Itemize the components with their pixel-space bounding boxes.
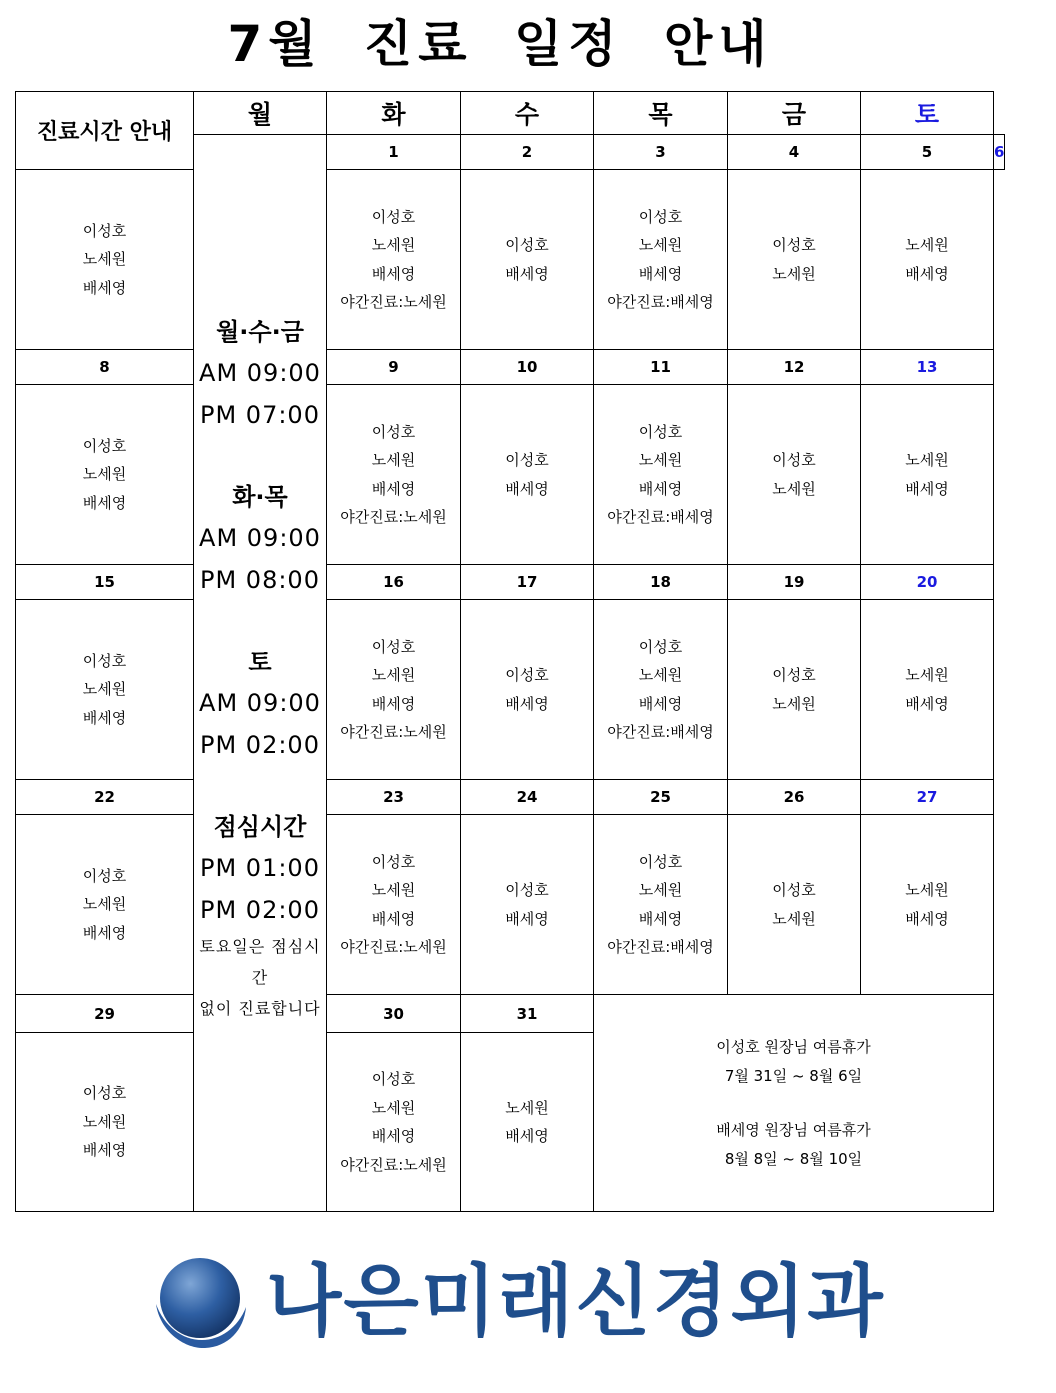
date-cell-thu: 25 xyxy=(594,780,728,815)
doctor-name: 배세영 xyxy=(371,1127,416,1145)
schedule-table xyxy=(15,91,1005,1212)
date-row xyxy=(16,780,1005,815)
doctor-name: 노세원 xyxy=(905,881,949,899)
doctor-name: 이성호 xyxy=(82,221,127,240)
doctor-cell-wed xyxy=(461,1033,594,1212)
hours-header: 진료시간 안내 xyxy=(16,92,194,170)
doctor-name: 야간진료:노세원 xyxy=(340,723,447,741)
date-cell-tue: 2 xyxy=(461,135,594,170)
doctor-name: 배세영 xyxy=(505,1127,549,1145)
date-cell-wed: 24 xyxy=(461,780,594,815)
doctor-name: 노세원 xyxy=(772,909,816,928)
doctor-cell-fri xyxy=(728,385,861,565)
doctor-name: 노세원 xyxy=(82,680,127,699)
doctor-name: 배세영 xyxy=(905,264,949,283)
date-cell-sat: 13 xyxy=(861,350,994,385)
doctor-cell-fri xyxy=(728,815,861,995)
vacation-line: 이성호 원장님 여름휴가 xyxy=(716,1038,871,1056)
doctor-name: 노세원 xyxy=(905,666,949,684)
date-cell-tue: 9 xyxy=(327,350,461,385)
doctor-name: 이성호 xyxy=(371,637,416,656)
doctor-row xyxy=(16,385,1005,565)
lunch-label: 점심시간 xyxy=(213,813,307,841)
doctor-cell-wed xyxy=(461,815,594,995)
doctor-name: 이성호 xyxy=(772,881,816,899)
tt-open: AM 09:00 xyxy=(199,524,321,552)
doctor-name: 이성호 xyxy=(82,651,127,670)
doctor-cell-thu xyxy=(594,815,728,995)
mwf-close: PM 07:00 xyxy=(200,400,320,429)
doctor-cell-tue xyxy=(327,170,461,350)
date-cell-thu: 4 xyxy=(728,135,861,170)
doctor-name: 배세영 xyxy=(371,694,416,713)
date-cell-fri: 12 xyxy=(728,350,861,385)
doctor-name: 노세원 xyxy=(82,250,127,269)
doctor-name: 이성호 xyxy=(772,236,816,254)
doctor-name: 배세영 xyxy=(82,493,127,512)
date-cell-sat: 27 xyxy=(861,780,994,815)
doctor-name: 노세원 xyxy=(371,451,416,469)
doctor-cell-sat xyxy=(861,600,994,780)
doctor-cell-thu xyxy=(594,385,728,565)
vacation-line: 배세영 원장님 여름휴가 xyxy=(716,1121,871,1139)
date-cell-mon: 29 xyxy=(16,995,194,1033)
doctor-name: 배세영 xyxy=(371,909,416,928)
doctor-cell-wed xyxy=(461,600,594,780)
doctor-name: 노세원 xyxy=(638,881,683,899)
doctor-name: 배세영 xyxy=(371,264,416,283)
doctor-name: 야간진료:노세원 xyxy=(340,293,447,311)
doctor-name: 노세원 xyxy=(772,264,816,283)
doctor-name: 이성호 xyxy=(772,451,816,469)
doctor-name: 배세영 xyxy=(82,923,127,942)
date-cell-mon: 8 xyxy=(16,350,194,385)
date-cell-tue: 23 xyxy=(327,780,461,815)
day-header-mon: 월 xyxy=(194,92,327,135)
doctor-name: 이성호 xyxy=(772,666,816,684)
clinic-logo xyxy=(150,1252,910,1352)
doctor-name: 배세영 xyxy=(905,909,949,928)
doctor-cell-wed xyxy=(461,385,594,565)
doctor-cell-mon xyxy=(16,170,194,350)
doctor-name: 야간진료:노세원 xyxy=(340,938,447,956)
doctor-name: 이성호 xyxy=(371,207,416,226)
logo-globe-icon xyxy=(150,1252,250,1352)
mwf-label: 월·수·금 xyxy=(216,318,304,346)
doctor-name: 이성호 xyxy=(638,207,683,226)
doctor-name: 이성호 xyxy=(82,1084,127,1103)
doctor-name: 배세영 xyxy=(82,278,127,297)
date-cell-wed: 17 xyxy=(461,565,594,600)
date-cell-sat: 20 xyxy=(861,565,994,600)
doctor-name: 이성호 xyxy=(82,866,127,885)
date-cell-wed: 3 xyxy=(594,135,728,170)
doctor-name: 배세영 xyxy=(638,264,683,283)
doctor-name: 이성호 xyxy=(638,637,683,656)
date-cell-tue: 16 xyxy=(327,565,461,600)
date-cell-fri: 26 xyxy=(728,780,861,815)
sat-open: AM 09:00 xyxy=(199,689,321,717)
doctor-name: 노세원 xyxy=(905,236,949,254)
doctor-cell-tue xyxy=(327,1033,461,1212)
doctor-cell-mon xyxy=(16,385,194,565)
doctor-row xyxy=(16,170,1005,350)
saturday-note-2: 없이 진료합니다 xyxy=(199,999,321,1018)
tt-close: PM 08:00 xyxy=(200,565,320,594)
doctor-name: 노세원 xyxy=(638,236,683,254)
doctor-name: 노세원 xyxy=(638,666,683,684)
doctor-name: 배세영 xyxy=(505,479,549,498)
office-hours-panel xyxy=(194,135,327,1212)
doctor-cell-tue xyxy=(327,600,461,780)
doctor-name: 배세영 xyxy=(638,909,683,928)
doctor-row xyxy=(16,600,1005,780)
day-header-wed: 수 xyxy=(461,92,594,135)
date-cell-wed: 10 xyxy=(461,350,594,385)
doctor-cell-tue xyxy=(327,385,461,565)
doctor-name: 노세원 xyxy=(371,236,416,254)
day-header-fri: 금 xyxy=(728,92,861,135)
doctor-name: 야간진료:노세원 xyxy=(340,508,447,526)
date-cell-sat: 6 xyxy=(994,135,1005,170)
mwf-open: AM 09:00 xyxy=(199,359,321,387)
doctor-cell-mon xyxy=(16,600,194,780)
lunch-end: PM 02:00 xyxy=(200,895,320,924)
doctor-cell-sat xyxy=(861,815,994,995)
vacation-dates: 7월 31일 ~ 8월 6일 xyxy=(724,1066,863,1085)
lunch-start: PM 01:00 xyxy=(200,854,320,882)
saturday-note: 토요일은 점심시간 xyxy=(199,937,321,987)
doctor-name: 이성호 xyxy=(638,852,683,871)
doctor-name: 야간진료:노세원 xyxy=(340,1155,447,1174)
doctor-name: 노세원 xyxy=(905,451,949,469)
doctor-name: 이성호 xyxy=(505,236,549,254)
doctor-cell-wed xyxy=(461,170,594,350)
page-title: 7월 진료 일정 안내 xyxy=(227,15,773,73)
doctor-name: 노세원 xyxy=(505,1098,549,1117)
doctor-name: 배세영 xyxy=(505,264,549,283)
doctor-name: 배세영 xyxy=(505,909,549,928)
doctor-name: 노세원 xyxy=(82,895,127,914)
doctor-name: 이성호 xyxy=(638,422,683,441)
doctor-cell-thu xyxy=(594,170,728,350)
doctor-name: 노세원 xyxy=(772,479,816,498)
doctor-name: 배세영 xyxy=(82,1141,127,1160)
doctor-name: 야간진료:배세영 xyxy=(607,508,714,526)
sat-label: 토 xyxy=(248,648,272,676)
doctor-name: 배세영 xyxy=(905,479,949,498)
doctor-row xyxy=(16,815,1005,995)
doctor-name: 노세원 xyxy=(82,1112,127,1131)
doctor-cell-fri xyxy=(728,170,861,350)
day-header-sat: 토 xyxy=(861,92,994,135)
doctor-name: 배세영 xyxy=(371,479,416,498)
date-cell-wed: 31 xyxy=(461,995,594,1033)
doctor-name: 이성호 xyxy=(505,451,549,469)
doctor-cell-mon xyxy=(16,815,194,995)
doctor-name: 배세영 xyxy=(505,694,549,713)
doctor-name: 배세영 xyxy=(82,708,127,727)
doctor-name: 노세원 xyxy=(772,694,816,713)
vacation-dates: 8월 8일 ~ 8월 10일 xyxy=(724,1149,863,1168)
date-row xyxy=(16,995,1005,1033)
doctor-name: 배세영 xyxy=(638,694,683,713)
day-header-tue: 화 xyxy=(327,92,461,135)
date-row xyxy=(16,565,1005,600)
doctor-name: 야간진료:배세영 xyxy=(607,293,714,311)
date-cell-mon: 15 xyxy=(16,565,194,600)
doctor-name: 노세원 xyxy=(371,881,416,899)
doctor-name: 야간진료:배세영 xyxy=(607,723,714,741)
doctor-name: 이성호 xyxy=(505,881,549,899)
vacation-notice xyxy=(594,995,994,1212)
doctor-name: 배세영 xyxy=(905,694,949,713)
sat-close: PM 02:00 xyxy=(200,730,320,759)
doctor-cell-mon xyxy=(16,1033,194,1212)
doctor-name: 이성호 xyxy=(371,852,416,871)
logo-text: 나은미래신경외과 xyxy=(266,1257,885,1347)
day-header-thu: 목 xyxy=(594,92,728,135)
doctor-cell-thu xyxy=(594,600,728,780)
doctor-name: 노세원 xyxy=(82,465,127,484)
date-cell-mon: 1 xyxy=(327,135,461,170)
doctor-name: 이성호 xyxy=(371,422,416,441)
date-row xyxy=(16,350,1005,385)
doctor-name: 배세영 xyxy=(638,479,683,498)
date-cell-fri: 5 xyxy=(861,135,994,170)
doctor-cell-fri xyxy=(728,600,861,780)
doctor-name: 야간진료:배세영 xyxy=(607,938,714,956)
tt-label: 화·목 xyxy=(232,483,288,511)
date-cell-fri: 19 xyxy=(728,565,861,600)
doctor-name: 노세원 xyxy=(371,1098,416,1117)
date-cell-thu: 11 xyxy=(594,350,728,385)
doctor-cell-tue xyxy=(327,815,461,995)
date-cell-mon: 22 xyxy=(16,780,194,815)
doctor-cell-sat xyxy=(861,170,994,350)
doctor-name: 노세원 xyxy=(638,451,683,469)
doctor-name: 이성호 xyxy=(82,436,127,455)
doctor-cell-sat xyxy=(861,385,994,565)
date-cell-thu: 18 xyxy=(594,565,728,600)
doctor-name: 이성호 xyxy=(505,666,549,684)
doctor-name: 이성호 xyxy=(371,1070,416,1088)
date-cell-tue: 30 xyxy=(327,995,461,1033)
doctor-name: 노세원 xyxy=(371,666,416,684)
